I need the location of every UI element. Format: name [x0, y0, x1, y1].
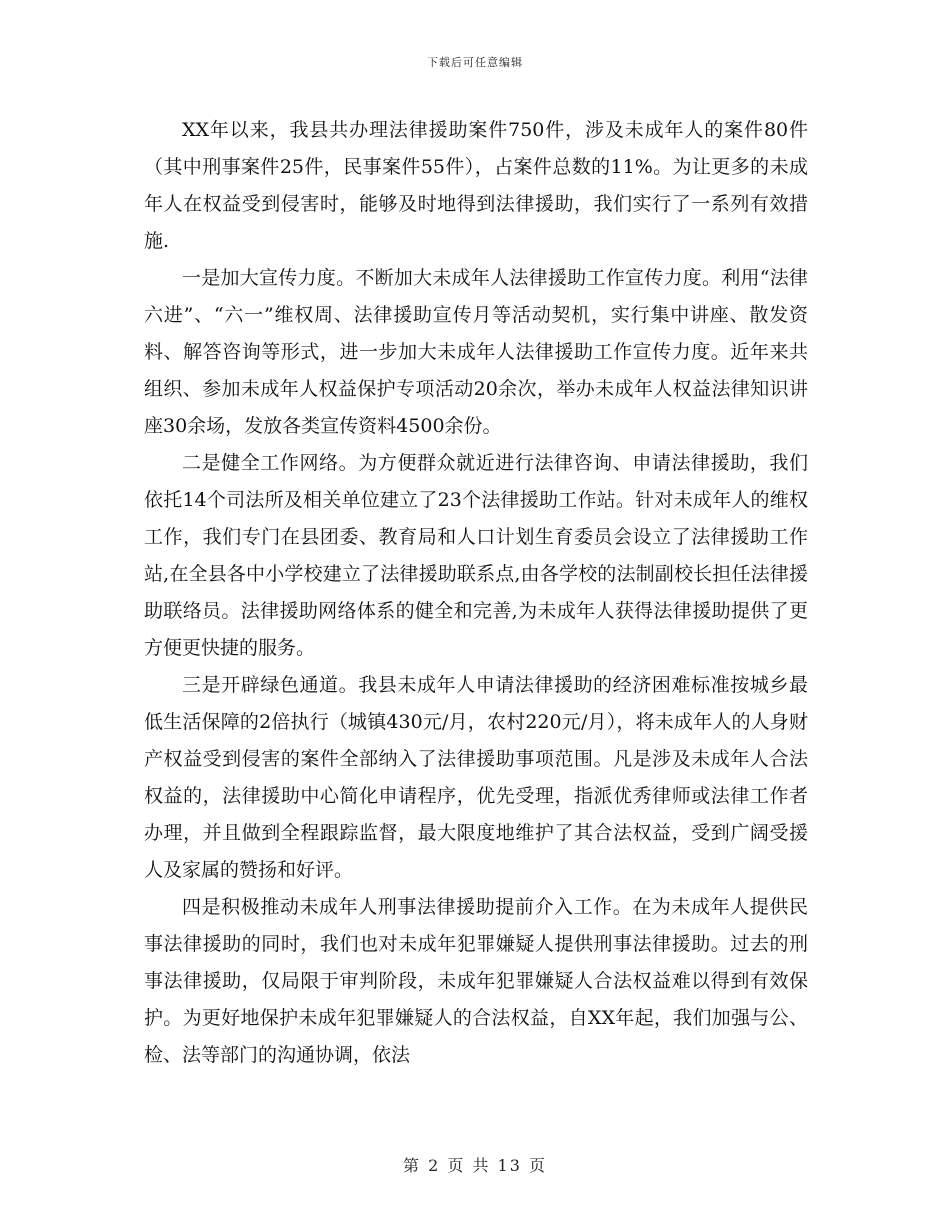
paragraph-network: 二是健全工作网络。为方便群众就近进行法律咨询、申请法律援助，我们依托14个司法所及相关单位建立了23个法律援助工作站。针对未成年人的维权工作，我们专门在县团委、教育局和人口计划生育委员会设立了法律援助工作站,在全县各中小学校建立了法律援助联系点,由各学校的法制副校长担任法律援助联络员。法律援助网络体系的健全和完善,为未成年人获得法律援助提供了更方便更快捷的服务。 — [144, 452, 808, 659]
paragraph-publicity: 一是加大宣传力度。不断加大未成年人法律援助工作宣传力度。利用“法律六进”、“六一”维权周、法律援助宣传月等活动契机，实行集中讲座、散发资料、解答咨询等形式，进一步加大未成年人法律援助工作宣传力度。近年来共组织、参加未成年人权益保护专项活动20余次，举办未成年人权益法律知识讲座30余场，发放各类宣传资料4500余份。 — [144, 267, 808, 437]
paragraph-green-channel: 三是开辟绿色通道。我县未成年人申请法律援助的经济困难标准按城乡最低生活保障的2倍执行（城镇430元/月，农村220元/月），将未成年人的人身财产权益受到侵害的案件全部纳入了法律援助事项范围。凡是涉及未成年人合法权益的，法律援助中心简化申请程序，优先受理，指派优秀律师或法律工作者办理，并且做到全程跟踪监督，最大限度地维护了其合法权益，受到广阔受援人及家属的赞扬和好评。 — [144, 674, 808, 881]
document-body — [144, 112, 808, 1074]
page-number: 第 2 页 共 13 页 — [403, 1156, 547, 1175]
paragraph-criminal-aid: 四是积极推动未成年人刑事法律援助提前介入工作。在为未成年人提供民事法律援助的同时，我们也对未成年犯罪嫌疑人提供刑事法律援助。过去的刑事法律援助，仅局限于审判阶段，未成年犯罪嫌疑人合法权益难以得到有效保护。为更好地保护未成年犯罪嫌疑人的合法权益，自XX年起，我们加强与公、检、法等部门的沟通协调，依法 — [144, 896, 808, 1066]
paragraph-intro: XX年以来，我县共办理法律援助案件750件，涉及未成年人的案件80件（其中刑事案件25件，民事案件55件），占案件总数的11%。为让更多的未成年人在权益受到侵害时，能够及时地得到法律援助，我们实行了一系列有效措施. — [144, 119, 808, 252]
page-header: 下载后可任意编辑 — [427, 56, 523, 69]
